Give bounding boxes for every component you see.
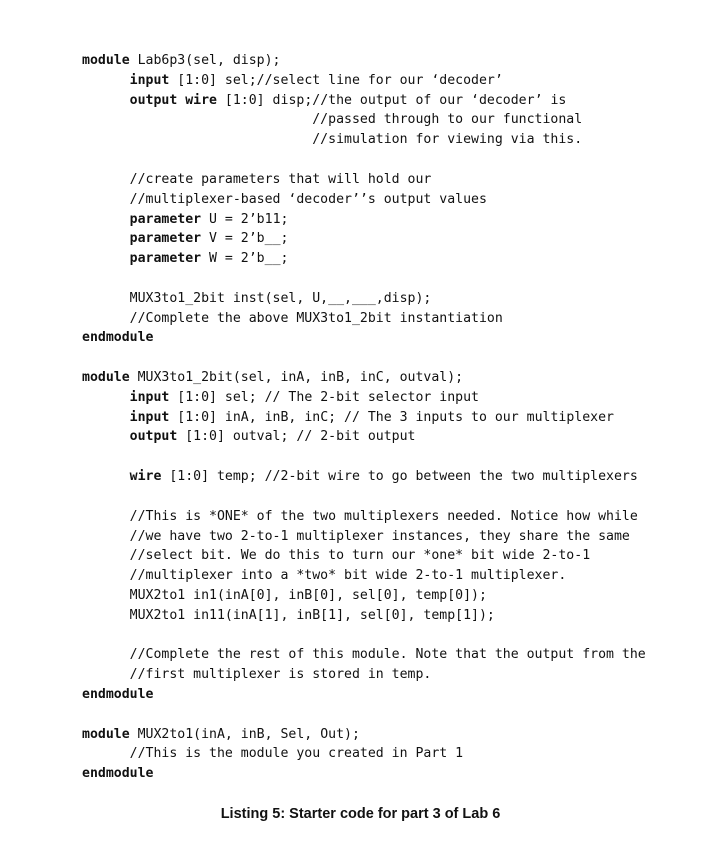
code-line bbox=[82, 408, 646, 428]
code-text: Lab6p3(sel, disp); bbox=[129, 53, 281, 68]
code-line bbox=[82, 626, 646, 646]
code-text bbox=[82, 93, 130, 108]
code-text: MUX3to1_2bit(sel, inA, inB, inC, outval); bbox=[129, 370, 464, 385]
code-line bbox=[82, 71, 646, 91]
code-text: U = 2’b11; bbox=[201, 211, 289, 227]
code-text bbox=[82, 231, 130, 246]
code-text: //simulation for viewing via this. bbox=[82, 132, 583, 148]
code-line bbox=[82, 566, 646, 586]
code-line bbox=[82, 309, 646, 329]
code-line bbox=[82, 249, 646, 269]
code-line bbox=[82, 91, 646, 111]
code-keyword: output bbox=[129, 429, 178, 445]
code-line bbox=[82, 150, 646, 170]
code-line bbox=[82, 705, 646, 725]
code-line bbox=[82, 665, 646, 685]
code-line bbox=[82, 645, 646, 665]
code-text bbox=[82, 469, 130, 484]
code-text: //multiplexer into a *two* bit wide 2-to-1 multiplexer. bbox=[82, 568, 567, 584]
code-text: //first multiplexer is stored in temp. bbox=[82, 667, 432, 683]
code-line bbox=[82, 51, 646, 71]
code-line bbox=[82, 170, 646, 190]
code-keyword: output wire bbox=[129, 92, 217, 108]
code-keyword: endmodule bbox=[82, 766, 154, 782]
code-text: [1:0] disp;//the output of our ‘decoder’ is bbox=[216, 92, 567, 108]
code-text: MUX2to1 in1(inA[0], inB[0], sel[0], temp[0]); bbox=[82, 587, 487, 603]
code-text: //passed through to our functional bbox=[82, 112, 583, 128]
code-keyword: input bbox=[129, 72, 170, 88]
code-line bbox=[82, 447, 646, 467]
code-text: //This is the module you created in Part 1 bbox=[82, 746, 464, 762]
code-line bbox=[82, 725, 646, 745]
code-line bbox=[82, 130, 646, 150]
code-keyword: endmodule bbox=[82, 687, 154, 702]
code-listing bbox=[82, 51, 646, 784]
code-line bbox=[82, 527, 646, 547]
code-keyword: parameter bbox=[129, 251, 202, 267]
code-text: //we have two 2-to-1 multiplexer instances, they share the same bbox=[82, 528, 630, 544]
code-line bbox=[82, 348, 646, 368]
code-line bbox=[82, 190, 646, 210]
code-line bbox=[82, 744, 646, 764]
code-line bbox=[82, 487, 646, 507]
code-keyword: parameter bbox=[129, 231, 202, 247]
code-keyword: endmodule bbox=[82, 330, 154, 346]
code-keyword: module bbox=[82, 726, 130, 742]
code-text bbox=[82, 429, 130, 444]
code-text: MUX3to1_2bit inst(sel, U,__,___,disp); bbox=[82, 290, 432, 306]
code-line bbox=[82, 368, 646, 388]
code-keyword: input bbox=[129, 389, 170, 405]
code-text: [1:0] sel; // The 2-bit selector input bbox=[169, 389, 479, 405]
code-keyword: parameter bbox=[129, 211, 202, 227]
code-text: [1:0] sel;//select line for our ‘decoder’ bbox=[169, 72, 503, 88]
code-text: //Complete the above MUX3to1_2bit instantiation bbox=[82, 310, 503, 326]
code-line bbox=[82, 388, 646, 408]
code-text: //Complete the rest of this module. Note that the output from the bbox=[82, 647, 646, 663]
code-keyword: module bbox=[82, 53, 130, 68]
code-line bbox=[82, 507, 646, 527]
code-text: [1:0] temp; //2-bit wire to go between the two multiplexers bbox=[161, 469, 638, 485]
code-line bbox=[82, 586, 646, 606]
code-line bbox=[82, 289, 646, 309]
code-text bbox=[82, 212, 130, 227]
code-text: MUX2to1(inA, inB, Sel, Out); bbox=[129, 726, 360, 742]
code-text bbox=[82, 73, 130, 88]
code-keyword: input bbox=[129, 409, 170, 425]
code-line bbox=[82, 328, 646, 348]
code-line bbox=[82, 210, 646, 230]
code-text: [1:0] inA, inB, inC; // The 3 inputs to our multiplexer bbox=[169, 409, 614, 425]
code-text: //select bit. We do this to turn our *one* bit wide 2-to-1 bbox=[82, 548, 591, 564]
code-line bbox=[82, 427, 646, 447]
code-text bbox=[82, 251, 130, 266]
code-text: //multiplexer-based ‘decoder’’s output values bbox=[82, 191, 487, 207]
code-text bbox=[82, 390, 130, 405]
code-text: W = 2’b__; bbox=[201, 251, 289, 267]
code-line bbox=[82, 229, 646, 249]
code-text bbox=[82, 410, 130, 425]
code-line bbox=[82, 467, 646, 487]
code-text: //This is *ONE* of the two multiplexers needed. Notice how while bbox=[82, 508, 638, 524]
code-line bbox=[82, 110, 646, 130]
code-text: MUX2to1 in11(inA[1], inB[1], sel[0], temp[1]); bbox=[82, 607, 495, 623]
code-line bbox=[82, 546, 646, 566]
code-text: V = 2’b__; bbox=[201, 231, 289, 247]
code-keyword: wire bbox=[129, 469, 162, 485]
code-line bbox=[82, 764, 646, 784]
code-line bbox=[82, 606, 646, 626]
listing-caption: Listing 5: Starter code for part 3 of Lab 6 bbox=[220, 806, 501, 822]
code-line bbox=[82, 685, 646, 705]
code-text: //create parameters that will hold our bbox=[82, 171, 432, 187]
code-line bbox=[82, 269, 646, 289]
code-text: [1:0] outval; // 2-bit output bbox=[177, 429, 416, 445]
code-keyword: module bbox=[82, 370, 130, 385]
